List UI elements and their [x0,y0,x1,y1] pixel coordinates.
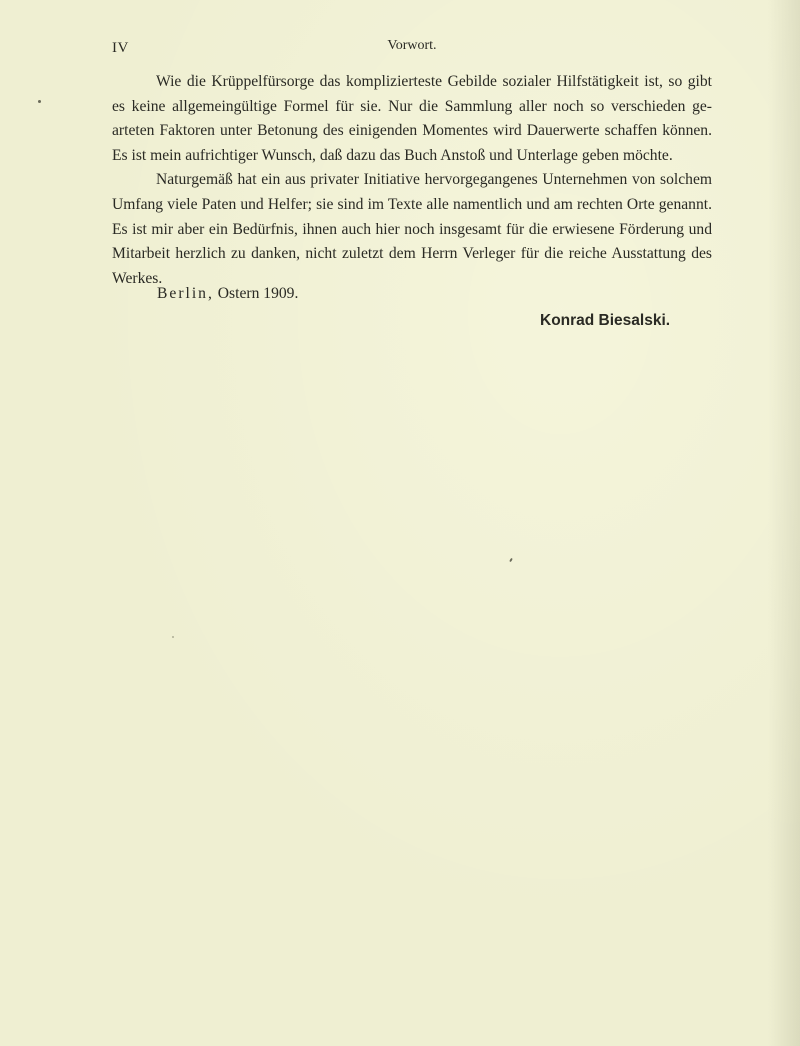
paragraph-1: Wie die Krüppelfürsorge das komplizierteste Gebilde sozialer Hilfstätigkeit ist, so gibt es keine allgemeingültige Formel für sie. Nur die Sammlung aller noch so verschieden ge- arteten Faktoren unter Betonung des einigenden Momentes wird Dauerwerte schaffen können. Es ist mein aufrichtiger Wunsch, daß dazu das Buch Anstoß und Unterlage geben möchte. [112,73,712,164]
page-number: IV [112,40,129,56]
place: Berlin, [157,285,214,302]
preface-body [112,70,712,291]
paper-speck [509,558,513,562]
paper-speck [38,100,41,103]
author-signature: Konrad Biesalski. [540,312,671,329]
place-date [157,285,298,303]
date: Ostern 1909. [217,285,299,302]
paper-speck [172,636,174,638]
page-title: Vorwort. [387,38,437,53]
running-head [112,38,712,60]
paragraph-2: Naturgemäß hat ein aus privater Initiative hervorgegangenes Unternehmen von solchem Umfang viele Paten und Helfer; sie sind im Texte alle namentlich und am rechten Orte genannt. Es ist mir aber ein Bedürfnis, ihnen auch hier noch insgesamt für die erwiesene Förderung und Mitarbeit herzlich zu danken, nicht zuletzt dem Herrn Verleger für die reiche Ausstattung des Werkes. [112,171,712,287]
